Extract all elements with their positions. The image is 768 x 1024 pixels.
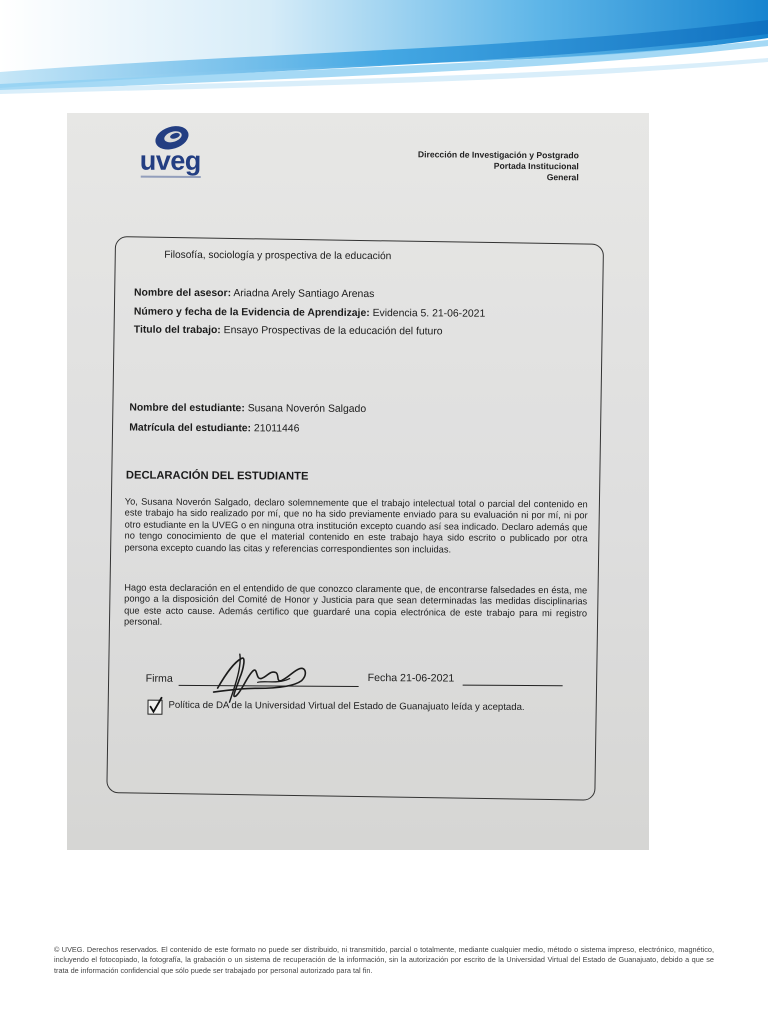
asesor-label: Nombre del asesor: — [134, 287, 232, 300]
copyright-footer: © UVEG. Derechos reservados. El contenido de este formato no puede ser distribuido, ni transmitido, parcial o totalmente, mediante cualquier medio, método o sistema impreso, electrónico, magnético, incluyendo el fotocopiado, la fotografía, la grabación o un sistema de recuperación de la información, sin la autorización por escrito de la Universidad Virtual del Estado de Guanajuato, debido a que se trata de información confidencial que sólo puede ser trabajado por personal autorizado para tal fin. — [54, 945, 714, 975]
matricula-label: Matrícula del estudiante: — [129, 422, 252, 435]
titulo-field — [134, 325, 443, 338]
estudiante-value: Susana Noverón Salgado — [247, 403, 367, 415]
titulo-value: Ensayo Prospectivas de la educación del futuro — [223, 325, 443, 338]
fecha-label: Fecha 21-06-2021 — [367, 672, 455, 685]
institution-header — [418, 149, 579, 183]
header-line-3: General — [546, 172, 579, 183]
evidencia-value: Evidencia 5. 21-06-2021 — [372, 308, 486, 320]
uveg-logo-tagline — [141, 176, 201, 178]
matricula-value: 21011446 — [253, 423, 300, 435]
evidencia-label: Número y fecha de la Evidencia de Aprendizaje: — [133, 306, 370, 320]
matricula-field — [129, 423, 299, 435]
evidencia-field — [134, 307, 485, 320]
estudiante-label: Nombre del estudiante: — [129, 402, 245, 415]
titulo-label: Titulo del trabajo: — [133, 324, 221, 337]
estudiante-field — [129, 403, 366, 415]
firma-label: Firma — [145, 672, 173, 685]
check-mark-icon — [147, 697, 163, 715]
handwritten-signature — [206, 644, 316, 705]
declaration-paragraph-2: Hago esta declaración en el entendido de que conozco claramente que, de encontrarse falsedades en ésta, me pongo a la disposición del Comité de Honor y Justicia para que sean determinadas las medidas disciplinarias que este acto cause. Además certifico que guardaré una copia electrónica de este trabajo para mi registro personal. — [123, 582, 588, 627]
header-banner — [0, 0, 768, 96]
uveg-logo-text: uveg — [139, 145, 201, 176]
asesor-value: Ariadna Arely Santiago Arenas — [233, 288, 375, 301]
document-content — [67, 113, 649, 850]
scanned-document-photo — [67, 113, 649, 850]
policy-text: Política de DA de la Universidad Virtual del Estado de Guanajuato leída y aceptada. — [168, 699, 525, 713]
asesor-field — [134, 288, 374, 300]
header-line-2: Portada Institucional — [493, 160, 579, 172]
header-line-1: Dirección de Investigación y Postgrado — [417, 149, 579, 161]
policy-checkbox — [147, 700, 162, 715]
course-name: Filosofía, sociología y prospectiva de la educación — [164, 249, 392, 263]
declaration-paragraph-1: Yo, Susana Noverón Salgado, declaro solemnemente que el trabajo intelectual total o parcial del contenido en este trabajo ha sido realizado por mí, que no ha sido previamente enviado para su evaluación ni por mí, ni por otro estudiante en la UVEG o en ninguna otra institución excepto cuando así sea indicado. Declaro además que no tengo conocimiento de que el material contenido en este trabajo haya sido escrito o publicado por otra persona excepto cuando las citas y referencias correspondientes son incluidas. — [124, 496, 588, 555]
declaration-title: DECLARACIÓN DEL ESTUDIANTE — [125, 469, 309, 483]
